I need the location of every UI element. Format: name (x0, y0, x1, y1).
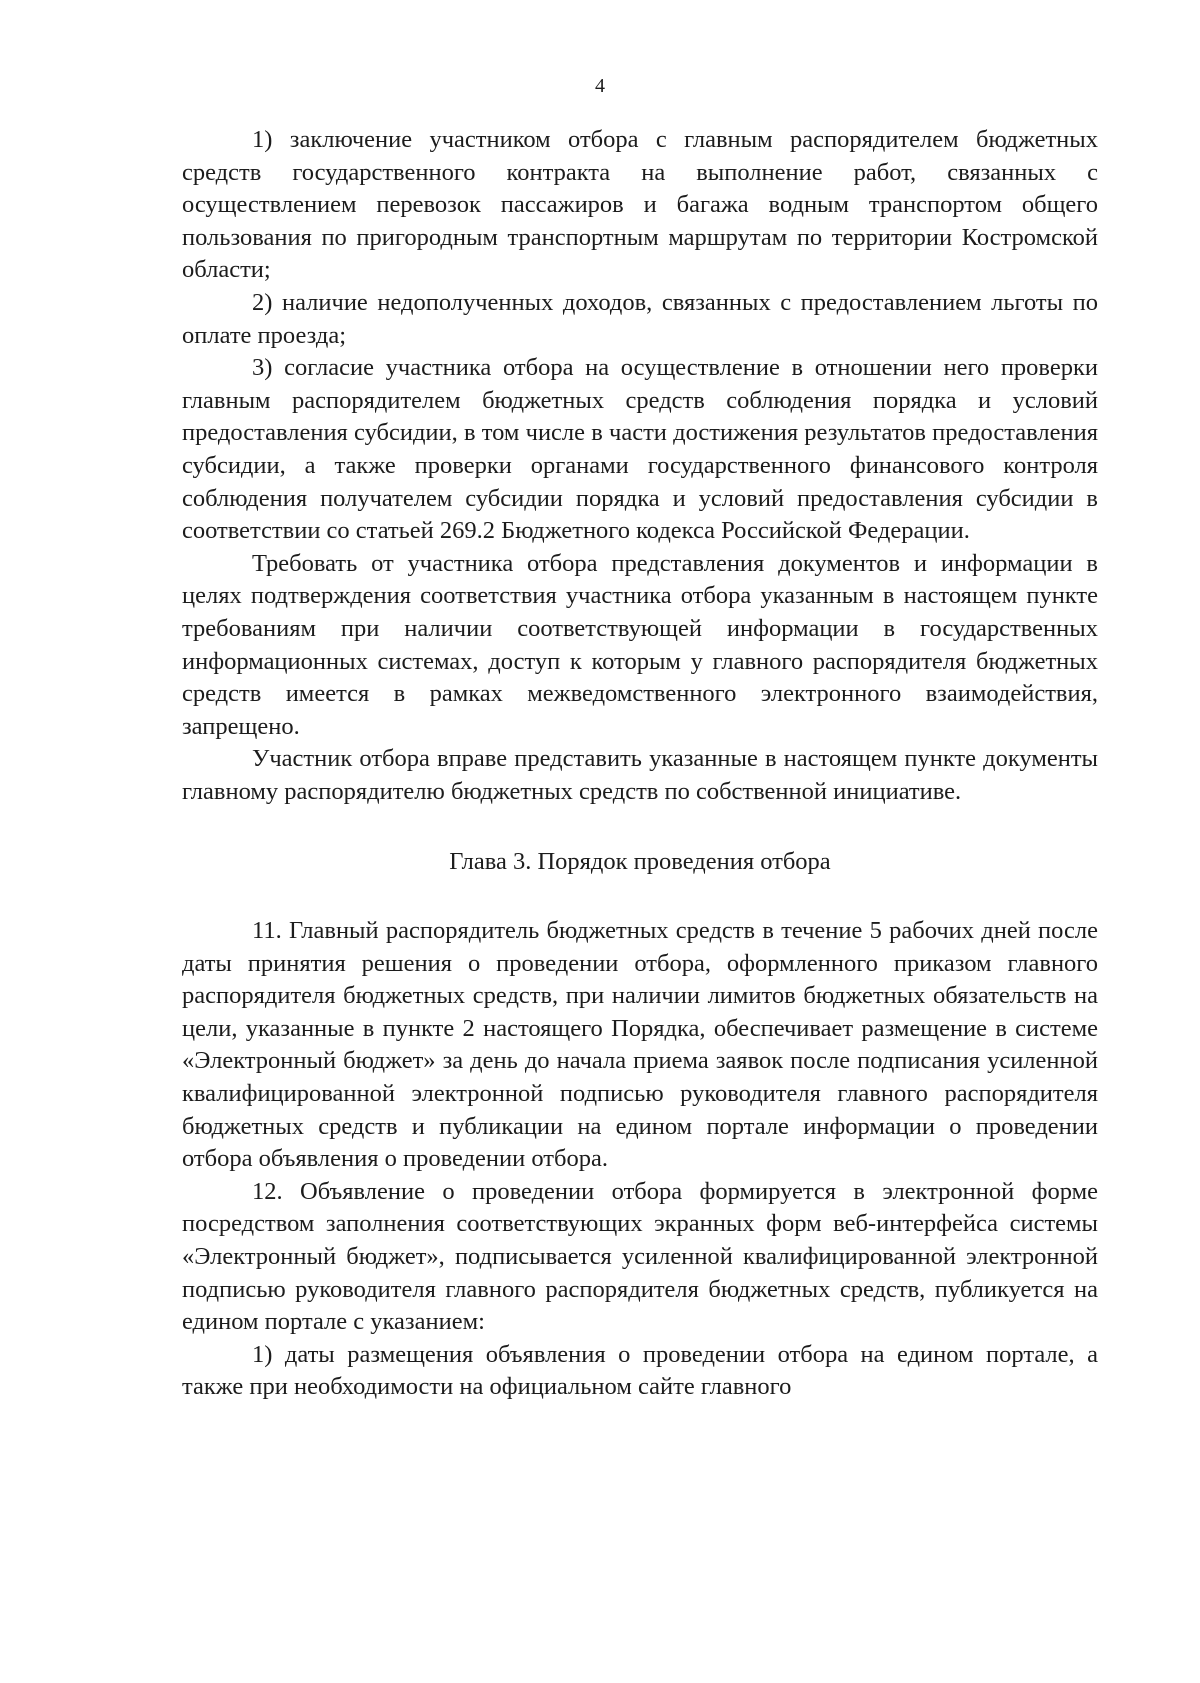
paragraph-condition-2: 2) наличие недополученных доходов, связанных с предоставлением льготы по оплате проезда; (182, 288, 1098, 349)
page-number: 4 (595, 75, 605, 97)
chapter-heading: Глава 3. Порядок проведения отбора (449, 848, 831, 876)
paragraph-clause-11: 11. Главный распорядитель бюджетных средств в течение 5 рабочих дней после даты принятия решения о проведении отбора, оформленного приказом главного распорядителя бюджетных средств, при наличии лимитов бюджетных обязательств на цели, указанные в пункте 2 настоящего Порядка, обеспечивает размещение в системе «Электронный бюджет» за день до начала приема заявок после подписания усиленной квалифицированной электронной подписью руководителя главного распорядителя бюджетных средств и публикации на едином портале информации о проведении отбора объявления о проведении отбора. (182, 917, 1098, 1173)
document-body (182, 124, 1098, 1404)
paragraph-clause-12-item-1: 1) даты размещения объявления о проведении отбора на едином портале, а также при необходимости на официальном сайте главного (182, 1340, 1098, 1401)
paragraph-prohibition: Требовать от участника отбора представления документов и информации в целях подтверждения соответствия участника отбора указанным в настоящем пункте требованиям при наличии соответствующей информации в государственных информационных системах, доступ к которым у главного распорядителя бюджетных средств имеется в рамках межведомственного электронного взаимодействия, запрещено. (182, 549, 1098, 740)
paragraph-condition-3: 3) согласие участника отбора на осуществление в отношении него проверки главным распорядителем бюджетных средств соблюдения порядка и условий предоставления субсидии, в том числе в части достижения результатов предоставления субсидии, а также проверки органами государственного финансового контроля соблюдения получателем субсидии порядка и условий предоставления субсидии в соответствии со статьей 269.2 Бюджетного кодекса Российской Федерации. (182, 354, 1098, 545)
paragraph-clause-12: 12. Объявление о проведении отбора формируется в электронной форме посредством заполнения соответствующих экранных форм веб-интерфейса системы «Электронный бюджет», подписывается усиленной квалифицированной электронной подписью руководителя главного распорядителя бюджетных средств, публикуется на едином портале с указанием: (182, 1177, 1098, 1336)
paragraph-own-initiative: Участник отбора вправе представить указанные в настоящем пункте документы главному распорядителю бюджетных средств по собственной инициативе. (182, 745, 1098, 805)
paragraph-condition-1: 1) заключение участником отбора с главным распорядителем бюджетных средств государственного контракта на выполнение работ, связанных с осуществлением перевозок пассажиров и багажа водным транспортом общего пользования по пригородным транспортным маршрутам по территории Костромской области; (182, 126, 1098, 284)
